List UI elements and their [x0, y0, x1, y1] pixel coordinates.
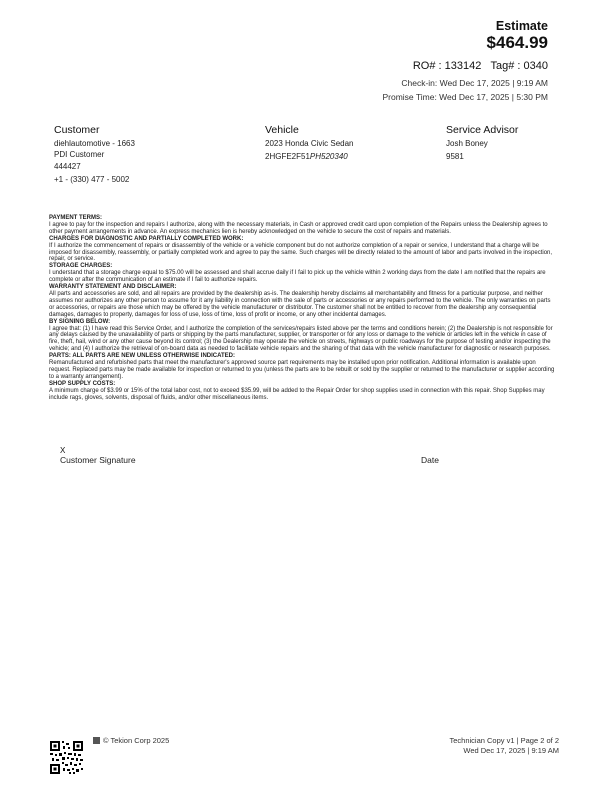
tag-number: Tag# : 0340: [490, 60, 548, 72]
terms-heading: SHOP SUPPLY COSTS:: [49, 380, 116, 387]
advisor-number: 9581: [446, 152, 464, 161]
ro-tag-line: [413, 60, 548, 72]
footer-timestamp: Wed Dec 17, 2025 | 9:19 AM: [463, 746, 559, 755]
terms-body: Remanufactured and refurbished parts that meet the manufacturer's approved source part requirements may be installed upon prior notification. Additional information is available upon request. Replaced parts may be made available for inspection or returned to you (unless the parts are to be rebuilt or sold by the supplier or returned to the manufacturer or supplier according to a warranty arrangement).: [49, 360, 555, 380]
footer-copyright: [93, 736, 169, 745]
vin-suffix: PH520340: [309, 152, 348, 161]
advisor-name: Josh Boney: [446, 139, 488, 148]
customer-phone: +1 - (330) 477 - 5002: [54, 175, 130, 184]
vehicle-title: Vehicle: [265, 124, 299, 136]
promise-time: Promise Time: Wed Dec 17, 2025 | 5:30 PM: [382, 92, 548, 102]
terms-body: A minimum charge of $3.99 or 15% of the total labor cost, not to exceed $35.99, will be added to the Repair Order for shop supplies used in connection with this repair. Shop Supplies may include rags, gloves, solvents, disposal of fluids, and/or other miscellaneous items.: [49, 387, 545, 401]
terms-body: I understand that a storage charge equal to $75.00 will be assessed and shall accrue daily if I fail to pick up the vehicle within 2 working days from the date I am notified that the repairs are complete or after the communication of an estimate if I fail to authorize repairs.: [49, 270, 546, 284]
estimate-label: Estimate: [495, 19, 548, 33]
terms-heading: BY SIGNING BELOW:: [49, 318, 111, 325]
vehicle-model: 2023 Honda Civic Sedan: [265, 139, 354, 148]
terms-heading: WARRANTY STATEMENT AND DISCLAIMER:: [49, 284, 177, 291]
tekion-logo-icon: [93, 737, 100, 744]
terms-block: [49, 215, 555, 401]
customer-type: PDI Customer: [54, 150, 105, 159]
customer-title: Customer: [54, 124, 100, 136]
terms-body: I agree that: (1) I have read this Service Order, and I authorize the completion of the services/repairs listed above per the terms and conditions herein; (2) the Dealership is not responsible for any delays caused by the unavailability of parts or shipping by the parts manufacturer, supplier, or transporter or for any loss or damage to the vehicle or articles left in the vehicle in case of fire, theft, hail, wind or any other cause beyond its control; (3) the Dealership may operate the vehicle on streets, highways or public roadways for the purpose of testing and/or inspecting the vehicle; and (4) I authorize the retrieval of on-board data as needed to facilitate vehicle repairs and the sharing of that data with the vehicle manufacturer for diagnostic or research purposes.: [49, 325, 553, 353]
vehicle-vin: [265, 152, 348, 161]
copy-info: Technician Copy v1 | Page 2 of 2: [449, 736, 559, 745]
terms-body: I agree to pay for the inspection and repairs I authorize, along with the necessary materials, in Cash or approved credit card upon completion of the Repairs unless the Dealership agrees to other payment arrangements in advance. An express mechanics lien is hereby acknowledged on the vehicle to secure the cost of repairs and materials.: [49, 221, 548, 235]
signature-x: X: [60, 446, 66, 455]
qr-code: [50, 741, 83, 774]
terms-heading: STORAGE CHARGES:: [49, 263, 113, 270]
checkin-time: Check-in: Wed Dec 17, 2025 | 9:19 AM: [401, 78, 548, 88]
ro-number: RO# : 133142: [412, 60, 482, 72]
terms-heading: PAYMENT TERMS:: [49, 215, 103, 221]
customer-signature-label: Customer Signature: [60, 455, 136, 465]
date-label: Date: [421, 455, 439, 465]
customer-name: diehlautomotive - 1663: [54, 139, 135, 148]
terms-body: All parts and accessories are sold, and all repairs are provided by the dealership as-is. The dealership hereby disclaims all merchantability and fitness for a particular purpose, and neither assumes nor authorizes any other person to assume for it any liability in connection with the sale of parts or accessories or any repairs performed to the vehicle. The only warranties on parts or accessories, or repairs are those which may be offered by the vehicle manufacturer or distributor. The customer shall not be entitled to recover from the dealership any consequential damages, damages to property, damages for loss of use, loss of time, loss of profit or income, or any other incidental damages.: [49, 290, 551, 318]
advisor-title: Service Advisor: [446, 124, 519, 136]
terms-body: If I authorize the commencement of repairs or disassembly of the vehicle or a vehicle component but do not authorize completion of a repair or service, I understand that a charge will be imposed for disassembly, reassembly, or partially completed work and agree to pay the same. Such charges will be directly related to the amount of labor and parts involved in the inspection, repair, or service.: [49, 242, 553, 263]
terms-heading: CHARGES FOR DIAGNOSTIC AND PARTIALLY COMPLETED WORK:: [49, 235, 244, 242]
copyright-text: © Tekion Corp 2025: [103, 736, 170, 745]
terms-heading: PARTS: ALL PARTS ARE NEW UNLESS OTHERWISE INDICATED:: [49, 353, 236, 360]
customer-id: 444427: [54, 162, 81, 171]
vin-prefix: 2HGFE2F51: [265, 152, 310, 161]
estimate-total: $464.99: [486, 33, 548, 52]
